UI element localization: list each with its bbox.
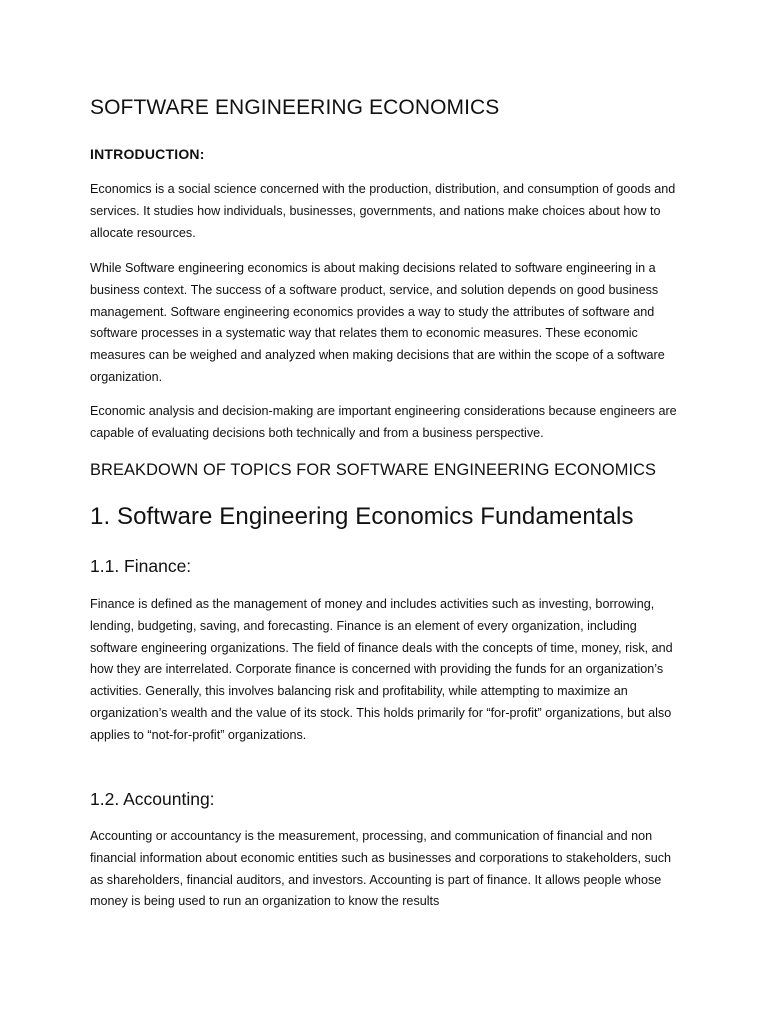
intro-paragraph-2: While Software engineering economics is about making decisions related to software engineering in a business context. The success of a software product, service, and solution depends on good business management. Software engineering economics provides a way to study the attributes of software and software processes in a systematic way that relates them to economic measures. These economic measures can be weighed and analyzed when making decisions that are within the scope of a software organization. (90, 261, 665, 384)
finance-paragraph: Finance is defined as the management of money and includes activities such as investing, borrowing, lending, budgeting, saving, and forecasting. Finance is an element of every organization, including software engineering organizations. The field of finance deals with the concepts of time, money, risk, and how they are interrelated. Corporate finance is concerned with providing the funds for an organization’s activities. Generally, this involves balancing risk and profitability, while attempting to maximize an organization’s wealth and the value of its stock. This holds primarily for “for-profit” organizations, but also applies to “not-for-profit” organizations. (90, 597, 673, 742)
section-1-heading: 1. Software Engineering Economics Fundamentals (90, 503, 634, 530)
document-title: SOFTWARE ENGINEERING ECONOMICS (90, 96, 500, 119)
intro-paragraph-1: Economics is a social science concerned with the production, distribution, and consumption of goods and services. It studies how individuals, businesses, governments, and nations make choices about how to allocate resources. (90, 182, 676, 240)
accounting-paragraph: Accounting or accountancy is the measurement, processing, and communication of financial and non financial information about economic entities such as businesses and corporations to stakeholders, such as shareholders, financial auditors, and investors. Accounting is part of finance. It allows people whose money is being used to run an organization to know the results (90, 829, 672, 909)
accounting-heading: 1.2. Accounting: (90, 789, 215, 809)
finance-heading: 1.1. Finance: (90, 556, 192, 576)
introduction-heading: INTRODUCTION: (90, 146, 205, 162)
intro-paragraph-3: Economic analysis and decision-making are important engineering considerations because engineers are capable of evaluating decisions both technically and from a business perspective. (90, 404, 677, 440)
breakdown-heading: BREAKDOWN OF TOPICS FOR SOFTWARE ENGINEERING ECONOMICS (90, 461, 657, 479)
